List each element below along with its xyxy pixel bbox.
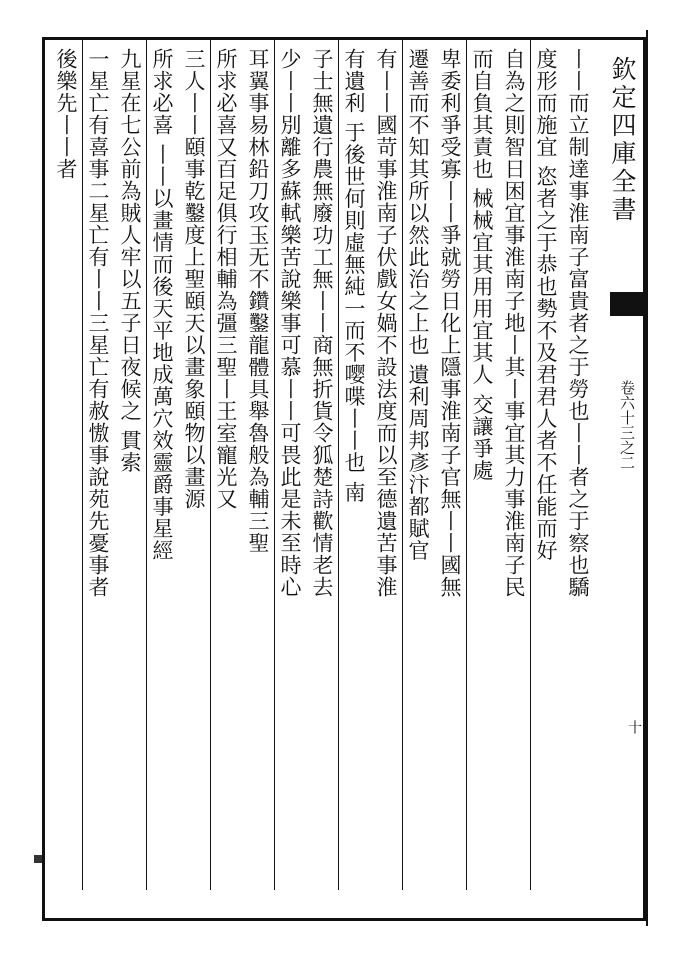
fishtail-rule — [610, 314, 646, 326]
text-column: 子士無遺行農無廢功工無丨丨商無折貨令狐楚詩歡情老去 — [310, 48, 334, 598]
volume-label: 卷六十三之二 — [618, 380, 636, 470]
text-column: 有丨丨國苛事淮南子伏戲女媧不設法度而以至德遺苦事淮 — [374, 48, 398, 598]
text-column: 度形而施宜 恣者之于恭也勢不及君君人者不任能而好 — [534, 48, 558, 562]
text-column: 所求必喜 丨丨以畫情而後天平地成萬穴效靈爵事星經 — [150, 48, 174, 562]
text-column: 一星亡有喜事二星亡有丨丨三星亡有赦慠事說苑先憂事者 — [86, 48, 110, 598]
text-column: 卑委利爭受寡丨丨爭就勞日化上隱事淮南子官無丨丨國無 — [438, 48, 462, 598]
text-column: 自為之則智日困宜事淮南子地丨其丨事宜其力事淮南子民 — [502, 48, 526, 598]
text-column: 所求必喜又百足俱行相輔為彊三聖丨王室寵光又 — [214, 48, 238, 510]
text-column: 後樂先丨丨者 — [54, 48, 78, 180]
text-column: 三人丨丨頤事乾鑿度上聖頤天以畫象頤物以畫源 — [182, 48, 206, 510]
text-column: 九星在七公前為賊人牢以五子日夜候之 貫索 — [118, 48, 142, 474]
text-column: 少丨丨別離多蘇軾樂苦說樂事可慕丨丨可畏此是未至時心 — [278, 48, 302, 598]
page-edge — [646, 30, 676, 926]
text-column: 遷善而不知其所以然此治之上也 遺利周邦彥汴都賦官 — [406, 48, 430, 562]
fishtail-mark — [610, 292, 646, 314]
margin-dot — [34, 855, 42, 863]
text-column: 丨丨而立制達事淮南子富貴者之于勞也丨丨者之于察也驕 — [566, 48, 590, 598]
text-column: 有遺利 于後世何則虛無純一而不嘤喋丨丨也 南 — [342, 48, 366, 504]
page-number: 十 — [626, 720, 642, 734]
text-column: 而自負其責也 械械宜其用用宜其人 交讓爭處 — [470, 48, 494, 482]
text-column: 耳翼事易林鉛刀攻玉无不鑽鑿龍體具舉魯般為輔三聖 — [246, 48, 270, 554]
book-title: 欽定四庫全書 — [608, 56, 637, 224]
